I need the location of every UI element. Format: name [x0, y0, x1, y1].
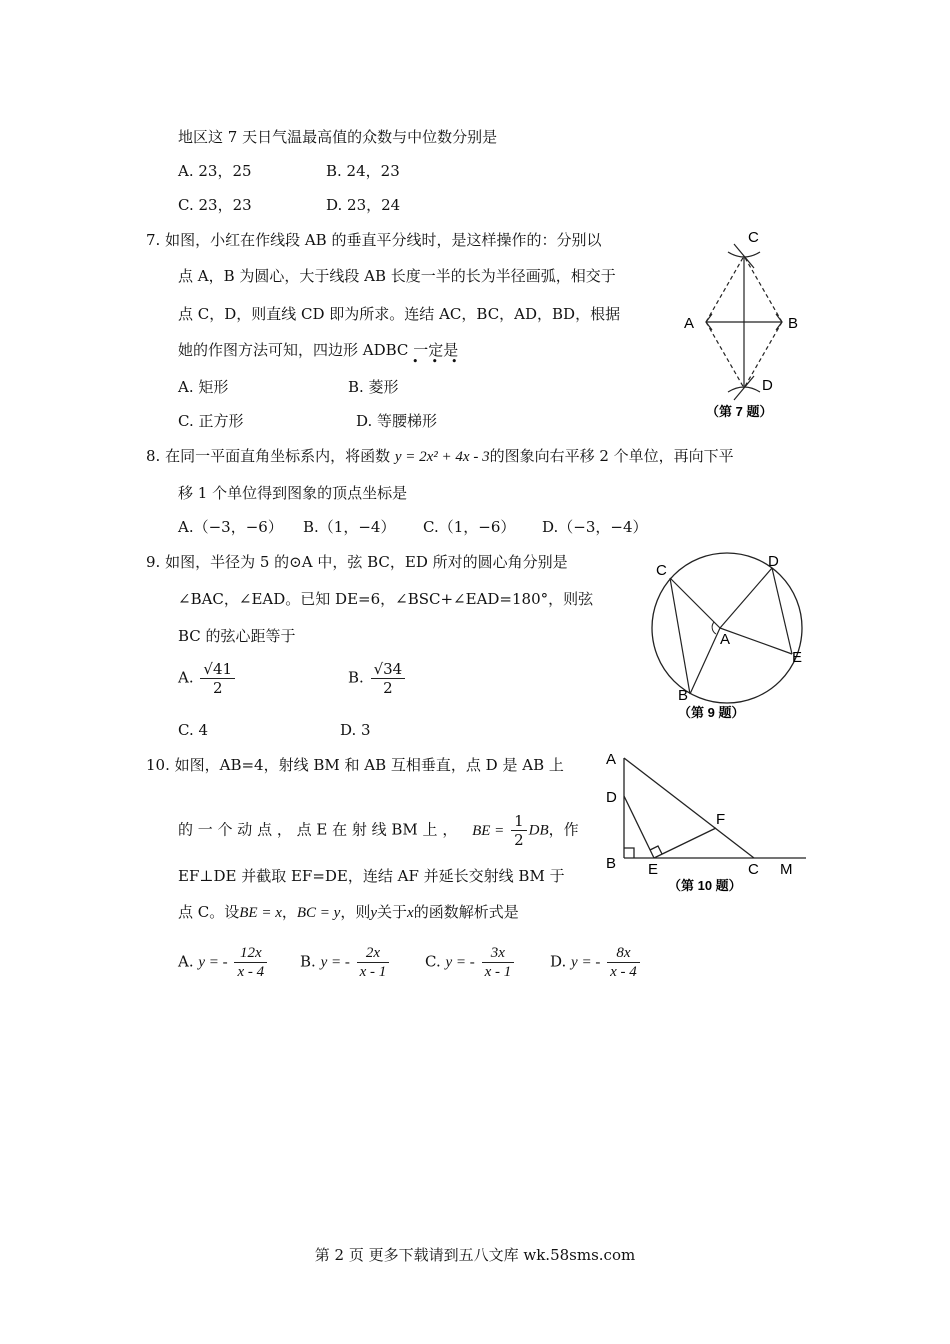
q6-option-d: D. 23，24: [326, 196, 401, 214]
q10-half-numerator: 1: [511, 812, 527, 831]
q9-option-a-denominator: 2: [212, 679, 223, 697]
q8-line-1: [146, 446, 734, 467]
q8-line-1-text: 8. 在同一平面直角坐标系内，将函数: [146, 447, 395, 465]
q10-right-angle-b: [624, 848, 634, 858]
q10-be-eq: BE =: [472, 822, 505, 839]
q10-label-m: M: [780, 861, 793, 878]
q7-emphasis: 一定是: [413, 341, 459, 359]
q10-label-a: A: [606, 751, 617, 768]
q10-line-4: [178, 902, 519, 923]
q10-line-2-tail: ，作: [548, 820, 579, 839]
q10-option-d-denominator: x - 4: [610, 964, 637, 980]
q9-radius-ad: [720, 568, 772, 628]
q10-half-fraction: [511, 812, 527, 849]
q9-line-2: ∠BAC，∠EAD。已知 DE=6，∠BSC+∠EAD=180°，则弦: [178, 590, 594, 608]
q7-label-c: C: [748, 229, 759, 246]
q9-option-a-numerator: √41: [200, 660, 235, 679]
q7-line-4-text: 她的作图方法可知，四边形 ADBC: [178, 341, 414, 359]
q10-option-c-numerator: 3x: [482, 944, 515, 963]
q10-segment-ef: [654, 828, 716, 858]
q10-option-d: [550, 944, 642, 981]
q10-option-a-fraction: [234, 944, 267, 981]
q10-line-4-about: 关于: [377, 903, 408, 921]
q7-segment-bc: [744, 256, 782, 322]
q9-caption: （第 9 题）: [678, 705, 745, 720]
q10-option-b-numerator: 2x: [357, 944, 390, 963]
q9-line-3: BC 的弦心距等于: [178, 627, 296, 645]
page-footer: 第 2 页 更多下载请到五八文库 wk.58sms.com: [314, 1246, 636, 1264]
q10-be-x: BE = x: [239, 905, 282, 921]
q9-chord-de: [772, 568, 792, 654]
q10-var-y: y: [370, 905, 378, 921]
q10-option-b: [300, 944, 391, 981]
q8-option-d: D.（−3，−4）: [542, 518, 648, 536]
q10-option-c: [425, 944, 516, 981]
q10-label-d: D: [606, 789, 617, 806]
q10-line-1: 10. 如图，AB=4，射线 BM 和 AB 互相垂直，点 D 是 AB 上: [146, 756, 564, 774]
q9-option-b-prefix: B.: [348, 668, 364, 687]
q7-segment-ad: [706, 322, 744, 388]
q7-option-c: C. 正方形: [178, 412, 244, 430]
q8-function: y = 2x² + 4x - 3: [394, 449, 490, 465]
q9-option-b-denominator: 2: [383, 679, 393, 697]
q10-option-d-prefix: D.: [550, 952, 567, 971]
q9-option-a-fraction: [200, 660, 235, 697]
q10-option-b-lhs: y = -: [320, 954, 350, 971]
q10-option-a-prefix: A.: [178, 952, 194, 971]
q9-option-a-prefix: A.: [178, 668, 194, 687]
q10-option-c-lhs: y = -: [445, 954, 475, 971]
q9-option-b-numerator: √34: [371, 660, 406, 679]
q10-label-c: C: [748, 861, 759, 878]
q10-option-b-fraction: [357, 944, 390, 981]
q8-line-1-tail: 的图象向右平移 2 个单位，再向下平: [489, 447, 734, 465]
q9-line-1: 9. 如图，半径为 5 的⊙A 中，弦 BC，ED 所对的圆心角分别是: [146, 553, 568, 571]
q7-line-2: 点 A，B 为圆心，大于线段 AB 长度一半的长为半径画弧，相交于: [178, 267, 616, 285]
q8-option-a: A.（−3，−6）: [178, 518, 283, 536]
q10-option-b-denominator: x - 1: [359, 964, 387, 980]
figure-q10: [600, 746, 814, 896]
q6-continuation: 地区这 7 天日气温最高值的众数与中位数分别是: [178, 128, 498, 146]
q10-line-4-text: 点 C。设: [178, 903, 240, 921]
q8-option-c: C.（1，−6）: [423, 518, 516, 536]
q10-half-denominator: 2: [514, 831, 524, 849]
q7-label-a: A: [684, 315, 695, 332]
q6-option-a: A. 23，25: [178, 162, 252, 180]
q7-line-3: 点 C，D，则直线 CD 即为所求。连结 AC，BC，AD，BD，根据: [178, 305, 621, 323]
q10-option-c-denominator: x - 1: [484, 964, 512, 980]
q8-line-2: 移 1 个单位得到图象的顶点坐标是: [178, 484, 408, 502]
q10-line-3: EF⊥DE 并截取 EF=DE，连结 AF 并延长交射线 BM 于: [178, 867, 565, 885]
q10-line-4-tail: 的函数解析式是: [413, 903, 519, 921]
q6-option-b: B. 24，23: [326, 162, 400, 180]
q10-option-a: [178, 944, 269, 981]
q9-label-d: D: [768, 553, 779, 570]
q7-option-d: D. 等腰梯形: [356, 412, 438, 430]
q9-label-b: B: [678, 687, 689, 704]
q10-label-b: B: [606, 855, 617, 872]
q7-label-d: D: [762, 377, 773, 394]
q10-option-d-fraction: [607, 944, 640, 981]
q9-option-b-fraction: [371, 660, 406, 697]
q10-label-f: F: [716, 811, 726, 828]
q7-caption: （第 7 题）: [706, 404, 773, 419]
q10-option-a-denominator: x - 4: [237, 964, 265, 980]
q10-option-a-numerator: 12x: [234, 944, 267, 963]
q10-option-a-lhs: y = -: [198, 954, 228, 971]
q7-option-a: A. 矩形: [178, 378, 229, 396]
q9-label-c: C: [656, 562, 667, 579]
q9-circle: [652, 553, 802, 703]
q10-segment-ac: [624, 758, 754, 858]
q10-line-2: [178, 812, 579, 849]
figure-q7: [676, 222, 816, 426]
q10-option-c-fraction: [482, 944, 515, 981]
q10-option-b-prefix: B.: [300, 952, 316, 971]
q7-line-1: 7. 如图，小红在作线段 AB 的垂直平分线时，是这样操作的：分别以: [146, 231, 602, 249]
q7-segment-ac: [706, 256, 744, 322]
q10-var-x: x: [407, 905, 414, 921]
q9-option-a: [178, 660, 237, 697]
q10-bc-y: BC = y: [296, 905, 341, 921]
q9-radius-ab: [690, 628, 720, 694]
q10-line-2-text: 的 一 个 动 点 ， 点 E 在 射 线 BM 上 ，: [178, 820, 458, 839]
q9-option-b: [348, 660, 407, 697]
q9-radius-ae: [720, 628, 792, 654]
q9-option-d: D. 3: [340, 721, 371, 739]
q10-segment-de: [624, 796, 654, 858]
q10-label-e: E: [648, 861, 659, 878]
q9-label-e: E: [792, 649, 803, 666]
q7-emphasis-dots: •••: [412, 355, 471, 368]
figure-q9: [644, 548, 814, 724]
q6-option-c: C. 23，23: [178, 196, 252, 214]
q10-option-c-prefix: C.: [425, 952, 441, 971]
q7-option-b: B. 菱形: [348, 378, 399, 396]
q10-option-d-lhs: y = -: [571, 954, 601, 971]
q10-caption: （第 10 题）: [668, 878, 742, 893]
q7-label-b: B: [788, 315, 799, 332]
q10-db: DB: [528, 822, 549, 839]
q8-option-b: B.（1，−4）: [303, 518, 396, 536]
q10-option-d-numerator: 8x: [607, 944, 640, 963]
q9-option-c: C. 4: [178, 721, 209, 739]
q10-line-4-then: ，则: [340, 903, 371, 921]
q9-label-a: A: [720, 631, 731, 648]
q10-separator: ，: [281, 903, 297, 921]
